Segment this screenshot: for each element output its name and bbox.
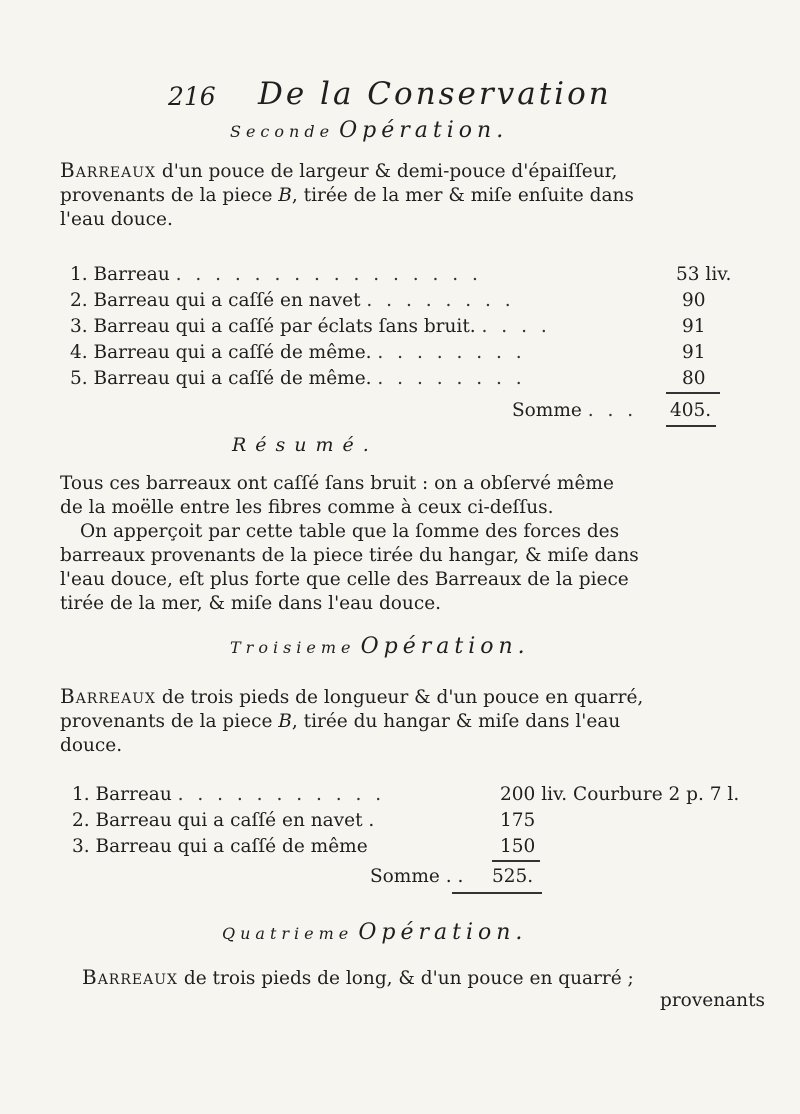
row-value: 91 (682, 316, 706, 337)
intro-lead: Barreaux (60, 158, 156, 182)
table-row (70, 368, 526, 390)
sum-label: Somme . . (370, 866, 464, 887)
section-title-resume (232, 434, 378, 456)
leader-dots: . . . (587, 400, 638, 421)
leader-dots: . . . . . . . . (377, 342, 526, 363)
section-title-big: Opération. (360, 634, 530, 659)
table-row (72, 810, 374, 832)
section-title-small: Quatrieme (222, 924, 354, 943)
sum-value: 525. (492, 866, 534, 887)
piece-letter: B (278, 185, 292, 206)
table-row (72, 836, 368, 858)
row-label: 2. Barreau qui a caſſé en navet . (72, 810, 375, 831)
text-line: tirée de la mer, & miſe dans l'eau douce. (60, 593, 442, 614)
row-label: 5. Barreau qui a caſſé de même. (70, 368, 372, 389)
intro-line: l'eau douce. (60, 209, 173, 230)
piece-letter: B (278, 711, 292, 732)
intro-line: douce. (60, 735, 123, 756)
sum-label: Somme (512, 400, 582, 421)
troisieme-intro (60, 684, 750, 758)
sum-rule (452, 892, 542, 894)
text-line: Tous ces barreaux ont caſſé ſans bruit : on a obſervé même (60, 473, 614, 494)
section-title-quatrieme (222, 920, 527, 945)
row-label: 1. Barreau (72, 784, 172, 805)
table-row (72, 784, 385, 806)
row-label: 2. Barreau qui a caſſé en navet (70, 290, 361, 311)
section-title-small: Seconde (230, 122, 335, 141)
intro-line: de trois pieds de long, & d'un pouce en quarré ; (178, 968, 634, 989)
section-title-seconde (230, 118, 508, 143)
page-header (0, 60, 800, 120)
leader-dots: . . . . . . . . (377, 368, 526, 389)
leader-dots: . . . . . . . . . . . (177, 784, 386, 805)
row-value: 90 (682, 290, 706, 311)
leader-dots: . . . . (481, 316, 551, 337)
resume-paragraph (60, 472, 750, 616)
section-title-big: Opération. (358, 920, 528, 945)
sum-row (512, 400, 637, 422)
intro-line: , tirée de la mer & miſe enſuite dans (291, 185, 634, 206)
row-value: 175 (500, 810, 536, 831)
intro-line: provenants de la piece (60, 711, 279, 732)
catchword: provenants (660, 990, 766, 1011)
intro-lead: Barreaux (60, 684, 156, 708)
intro-line: provenants de la piece (60, 185, 279, 206)
text-line: On apperçoit par cette table que la ſomme des forces des (80, 521, 620, 542)
leader-dots: . . . . . . . . (366, 290, 515, 311)
sum-rule (666, 425, 716, 427)
text-line: barreaux provenants de la piece tirée du hangar, & miſe dans (60, 545, 639, 566)
row-label: 3. Barreau qui a caſſé de même (72, 836, 368, 857)
text-line: l'eau douce, eſt plus forte que celle des Barreaux de la piece (60, 569, 629, 590)
row-value: 53 liv. (676, 264, 732, 285)
sum-rule (666, 392, 720, 394)
intro-line: de trois pieds de longueur & d'un pouce en quarré, (156, 687, 644, 708)
row-value: 91 (682, 342, 706, 363)
running-title: De la Conservation (258, 76, 612, 112)
seconde-intro (60, 158, 750, 232)
sum-rule (492, 860, 540, 862)
page-number: 216 (168, 82, 216, 111)
table-row (70, 290, 515, 312)
row-label: 4. Barreau qui a caſſé de même. (70, 342, 372, 363)
row-value: 80 (682, 368, 706, 389)
quatrieme-intro-line1 (82, 966, 634, 990)
section-title-small: Troisieme (230, 638, 356, 657)
table-row (70, 342, 526, 364)
table-row (70, 264, 482, 286)
intro-lead: Barreaux (82, 965, 178, 989)
section-title-big: Résumé. (232, 434, 378, 456)
row-label: 3. Barreau qui a caſſé par éclats ſans bruit. (70, 316, 476, 337)
row-value: 150 (500, 836, 536, 857)
intro-line: d'un pouce de largeur & demi-pouce d'épaiſſeur, (156, 161, 618, 182)
table-row (70, 316, 551, 338)
row-value: 200 liv. Courbure 2 p. 7 l. (500, 784, 740, 805)
leader-dots: . . . . . . . . . . . . . . . . (175, 264, 482, 285)
text-line: de la moëlle entre les fibres comme à ceux ci-deſſus. (60, 497, 554, 518)
section-title-troisieme (230, 634, 530, 659)
row-label: 1. Barreau (70, 264, 170, 285)
intro-line: , tirée du hangar & miſe dans l'eau (291, 711, 621, 732)
sum-value: 405. (670, 400, 712, 421)
section-title-big: Opération. (339, 118, 509, 143)
